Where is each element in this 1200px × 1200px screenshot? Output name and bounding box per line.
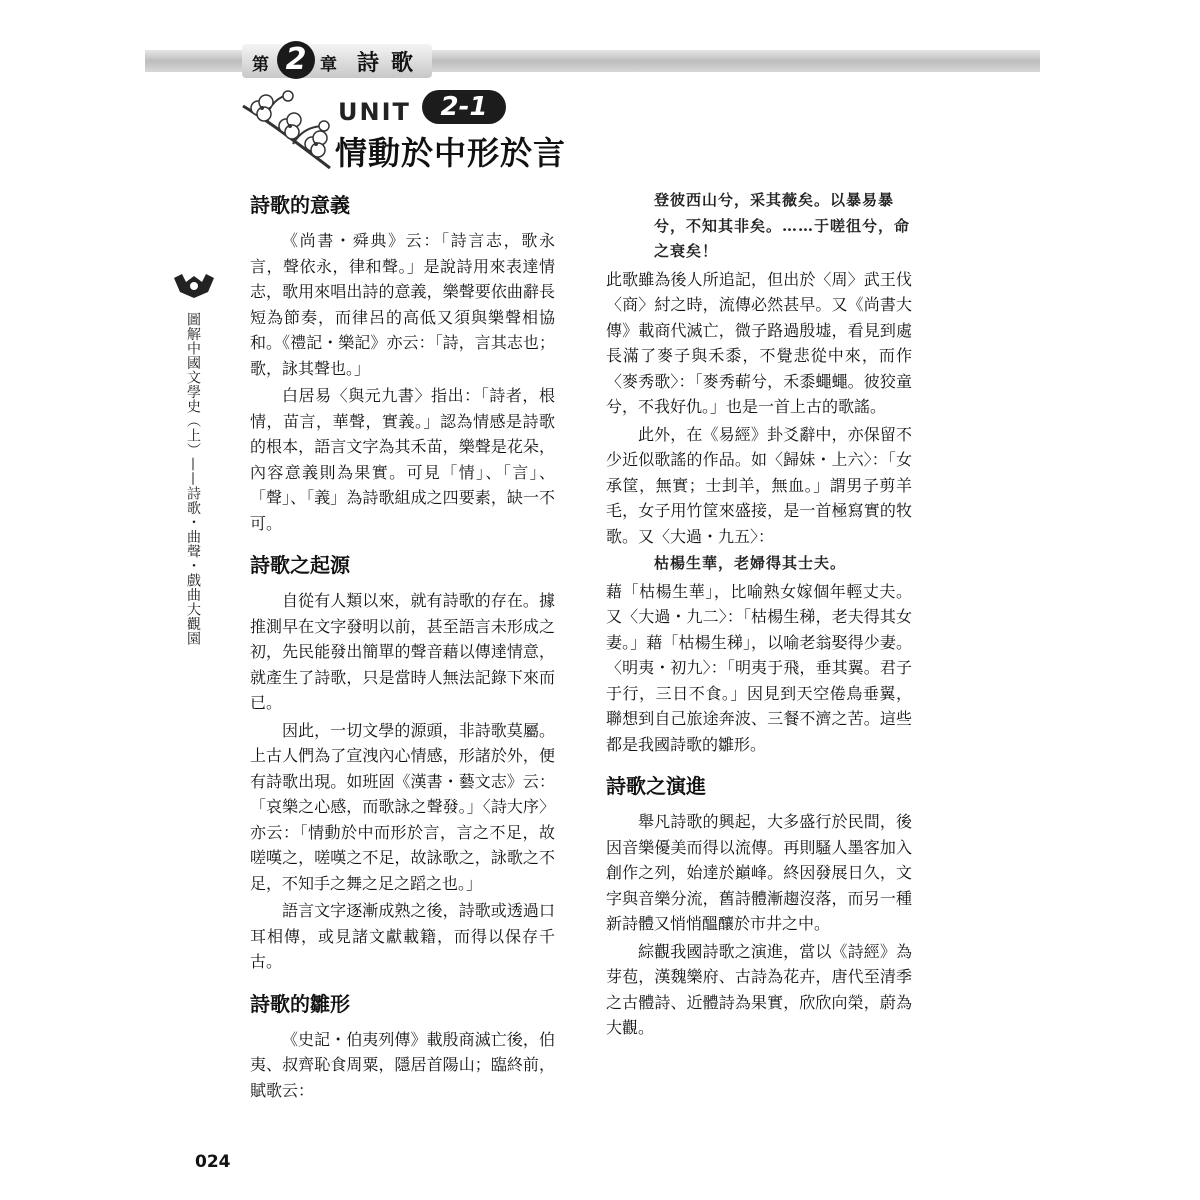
unit-title: 情動於中形於言 [335,134,567,172]
paragraph: 舉凡詩歌的興起，大多盛行於民間，後因音樂優美而得以流傳。再則騷人墨客加入創作之列，始達於巔峰。終因發展日久，文字與音樂分流，舊詩體漸趨沒落，而另一種新詩體又悄悄醞釀於市井之中。 [606,812,912,933]
paragraph: 《史記・伯夷列傳》載殷商滅亡後，伯夷、叔齊恥食周粟，隱居首陽山；臨終前，賦歌云： [250,1029,555,1100]
section-heading: 詩歌的意義 [250,193,350,217]
paragraph: 自從有人類以來，就有詩歌的存在。據推測早在文字發明以前，甚至語言未形成之初，先民能發出簡單的聲音藉以傳達情意，就產生了詩歌，只是當時人無法記錄下來而已。 [250,591,555,712]
unit-label: UNIT [338,98,411,126]
paragraph: 此外，在《易經》卦爻辭中，亦保留不少近似歌謠的作品。如〈歸妹・上六〉：「女承筐，無實；士刲羊，無血。」謂男子剪羊毛，女子用竹筐來盛接，是一首極寫實的牧歌。又〈大過・九五〉： [606,424,912,546]
section-heading: 詩歌的雛形 [250,991,350,1016]
paragraph: 此歌雖為後人所追記，但出於〈周〉武王伐〈商〉紂之時，流傳必然甚早。又《尚書大傳》載商代滅亡，微子路過殷墟，看見到處長滿了麥子與禾黍，不覺悲從中來，而作〈麥秀歌〉：「麥秀蔪兮，禾黍蠅蠅。彼狡童兮，不我好仇。」也是一首上古的歌謠。 [606,269,912,416]
chapter-suffix: 章 [320,55,337,75]
section-heading: 詩歌之演進 [606,774,706,798]
paragraph: 白居易〈與元九書〉指出：「詩者，根情，苗言，華聲，實義。」認為情感是詩歌的根本，語言文字為其禾苗，樂聲是花朵，內容意義則為果實。可見「情」、「言」、「聲」、「義」為詩歌組成之四要素，缺一不可。 [250,386,555,533]
plum-blossom-icon [238,86,338,176]
verse-quote: 登彼西山兮，采其薇矣。以暴易暴兮，不知其非矣。……于嗟徂兮，命之衰矣！ [654,191,911,260]
chapter-number-badge: 2 [277,41,315,79]
left-column [250,190,555,1105]
paragraph: 藉「枯楊生華」，比喻熟女嫁個年輕丈夫。又〈大過・九二〉：「枯楊生稊，老夫得其女妻。」藉「枯楊生稊」，以喻老翁娶得少妻。〈明夷・初九〉：「明夷于飛，垂其翼。君子于行，三日不食。」因見到天空倦鳥垂翼，聯想到自己旅途奔波、三餐不濟之苦。這些都是我國詩歌的雛形。 [606,581,912,754]
paragraph: 因此，一切文學的源頭，非詩歌莫屬。上古人們為了宣洩內心情感，形諸於外，便有詩歌出現。如班固《漢書・藝文志》云：「哀樂之心感，而歌詠之聲發。」〈詩大序〉亦云：「情動於中而形於言，言之不足，故嗟嘆之，嗟嘆之不足，故詠歌之，詠歌之不足，不知手之舞之足之蹈之也。」 [250,720,555,893]
right-column [606,188,912,1043]
chapter-title: 詩歌 [357,51,426,76]
unit-number-badge: 2-1 [422,90,506,124]
section-heading: 詩歌之起源 [250,553,350,577]
paragraph: 《尚書・舜典》云：「詩言志，歌永言，聲依永，律和聲。」是說詩用來表達情志，歌用來唱出詩的意義，樂聲要依曲辭長短為節奏，而律呂的高低又須與樂聲相協和。《禮記・樂記》亦云：「詩，言其志也；歌，詠其聲也。」 [250,231,555,378]
paragraph: 語言文字逐漸成熟之後，詩歌或透過口耳相傳，或見諸文獻載籍，而得以保存千古。 [250,901,555,971]
page-number: 024 [195,1152,231,1172]
bat-ornament-icon [172,270,216,300]
chapter-prefix: 第 [252,55,269,75]
verse-quote: 枯楊生華，老婦得其士夫。 [654,554,847,572]
book-title-vertical: 圖解中國文學史（上）——詩歌・曲聲・戲曲大觀園 [185,312,201,646]
paragraph: 綜觀我國詩歌之演進，當以《詩經》為芽苞，漢魏樂府、古詩為花卉，唐代至清季之古體詩、近體詩為果實，欣欣向榮，蔚為大觀。 [606,941,912,1037]
